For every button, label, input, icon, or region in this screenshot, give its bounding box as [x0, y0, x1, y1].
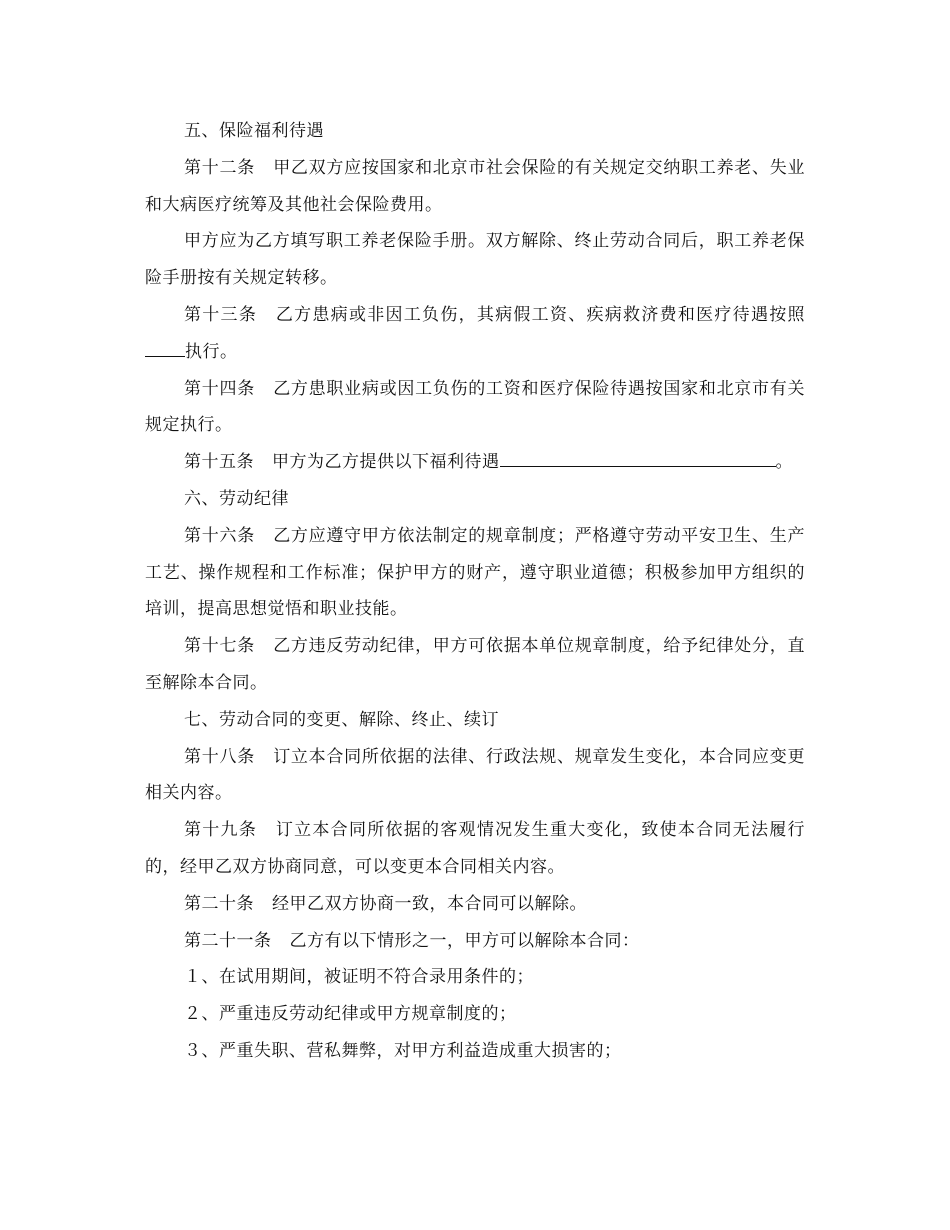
article-text: 甲方为乙方提供以下福利待遇: [272, 452, 500, 473]
article-label: 第十二条: [184, 157, 255, 178]
section-heading-discipline: [145, 481, 805, 518]
article-text: 甲乙双方应按国家和北京市社会保险的有关规定交纳职工养老、失业和大病医疗统筹及其他社会保险费用。: [145, 157, 806, 215]
document-body: [145, 113, 805, 1070]
article-text: 订立本合同所依据的客观情况发生重大变化，致使本合同无法履行的，经甲乙双方协商同意，可以变更本合同相关内容。: [145, 820, 806, 877]
article-label: 第十七条: [184, 636, 255, 657]
article-label: 第十四条: [184, 378, 255, 399]
article-label: 第十三条: [184, 304, 258, 325]
list-item-3: [145, 1033, 805, 1070]
section-heading-insurance: [145, 113, 805, 150]
article-16: [145, 518, 805, 628]
article-13: [145, 297, 805, 371]
article-text: 乙方患职业病或因工负伤的工资和医疗保险待遇按国家和北京市有关规定执行。: [145, 378, 806, 436]
list-item-text: １、在试用期间，被证明不符合录用条件的；: [184, 967, 534, 988]
section-heading-text: 七、劳动合同的变更、解除、终止、续订: [184, 709, 499, 730]
article-14: [145, 371, 805, 445]
article-text: 订立本合同所依据的法律、行政法规、规章发生变化，本合同应变更相关内容。: [145, 746, 806, 804]
article-17: [145, 628, 805, 702]
blank-fill-line: [145, 338, 185, 357]
list-item-1: [145, 959, 805, 996]
article-label: 第十五条: [184, 452, 254, 473]
article-text: 经甲乙双方协商一致，本合同可以解除。: [272, 893, 587, 914]
article-12: [145, 150, 805, 224]
article-text: 乙方患病或非因工负伤，其病假工资、疾病救济费和医疗待遇按照: [275, 304, 806, 325]
article-text: 乙方有以下情形之一，甲方可以解除本合同：: [289, 930, 640, 951]
article-label: 第十九条: [184, 820, 258, 841]
article-label: 第十六条: [184, 525, 255, 546]
list-item-2: [145, 996, 805, 1033]
blank-fill-line-tail: [758, 448, 776, 467]
article-text-end: 执行。: [185, 341, 238, 362]
list-item-text: ３、严重失职、营私舞弊，对甲方利益造成重大损害的；: [184, 1040, 622, 1061]
blank-fill-line: [500, 448, 758, 467]
article-label: 第十八条: [184, 746, 255, 767]
paragraph-text: 甲方应为乙方填写职工养老保险手册。双方解除、终止劳动合同后，职工养老保险手册按有关规定转移。: [145, 231, 805, 289]
article-20: [145, 886, 805, 923]
article-text: 乙方违反劳动纪律，甲方可依据本单位规章制度，给予纪律处分，直至解除本合同。: [145, 636, 806, 693]
list-item-text: ２、严重违反劳动纪律或甲方规章制度的；: [184, 1004, 517, 1025]
article-21: [145, 923, 805, 960]
article-label: 第二十一条: [184, 930, 272, 951]
article-label: 第二十条: [184, 893, 254, 914]
article-18: [145, 739, 805, 813]
section-heading-text: 五、保险福利待遇: [184, 121, 324, 141]
section-heading-text: 六、劳动纪律: [184, 488, 289, 509]
article-text-end: 。: [775, 452, 793, 473]
article-15: [145, 444, 805, 481]
article-12-paragraph-2: [145, 223, 805, 297]
section-heading-contract-changes: [145, 702, 805, 739]
article-19: [145, 812, 805, 886]
article-text: 乙方应遵守甲方依法制定的规章制度；严格遵守劳动平安卫生、生产工艺、操作规程和工作标准；保护甲方的财产，遵守职业道德；积极参加甲方组织的培训，提高思想觉悟和职业技能。: [145, 525, 806, 620]
